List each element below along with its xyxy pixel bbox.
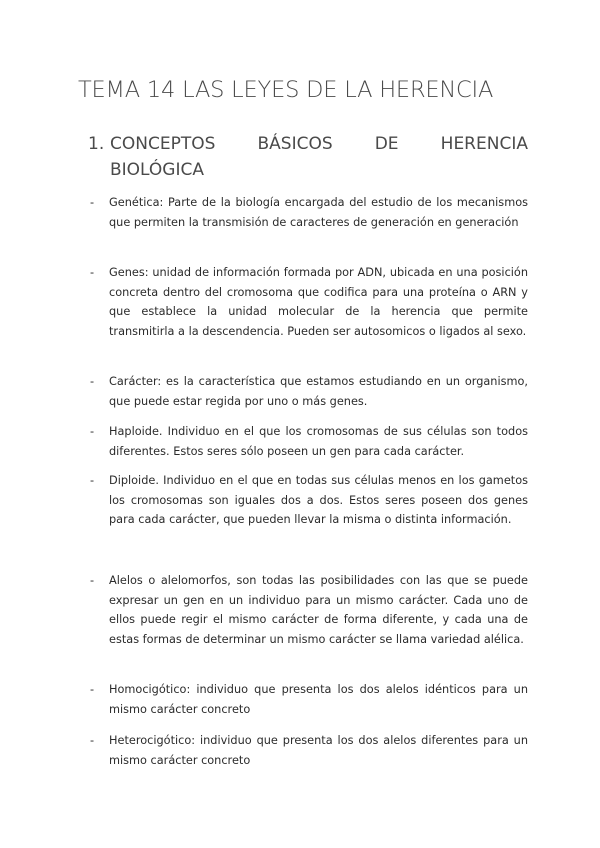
definition-text: Haploide. Individuo en el que los cromosomas de sus células son todos diferentes. Estos seres sólo poseen un gen para cada carácter.: [109, 425, 528, 458]
section-heading-word: CONCEPTOS: [110, 134, 216, 154]
section-heading-line2: BIOLÓGICA: [110, 160, 204, 180]
bullet-marker: -: [90, 196, 95, 209]
list-item: [88, 680, 528, 719]
definition-text: Homocigótico: individuo que presenta los dos alelos idénticos para un mismo carácter concreto: [109, 683, 528, 716]
list-item: [88, 571, 528, 649]
definition-text: Genes: unidad de información formada por ADN, ubicada en una posición concreta dentro del cromosoma que codifica para una proteína o ARN y que establece la unidad molecular de la herencia que permite transmitirla a la descendencia. Pueden ser autosomicos o ligados al sexo.: [109, 266, 528, 338]
bullet-marker: -: [90, 425, 95, 438]
section-heading-word: BÁSICOS: [257, 134, 333, 154]
bullet-marker: -: [90, 474, 95, 487]
page-title: TEMA 14 LAS LEYES DE LA HERENCIA: [78, 77, 494, 103]
section-heading-word: HERENCIA: [440, 134, 528, 154]
definition-text: Alelos o alelomorfos, son todas las posibilidades con las que se puede expresar un gen en un individuo para un mismo carácter. Cada uno de ellos puede regir el mismo carácter de forma diferente, y cada una de estas formas de determinar un mismo carácter se llama variedad alélica.: [109, 574, 528, 646]
list-item: [88, 422, 528, 461]
list-item: [88, 372, 528, 411]
bullet-marker: -: [90, 266, 95, 279]
section-number: 1.: [88, 134, 105, 154]
definition-text: Heterocigótico: individuo que presenta los dos alelos diferentes para un mismo carácter concreto: [109, 734, 528, 767]
definition-text: Diploide. Individuo en el que en todas sus células menos en los gametos los cromosomas son iguales dos a dos. Estos seres poseen dos genes para cada carácter, que pueden llevar la misma o distinta información.: [109, 474, 528, 527]
definition-text: Carácter: es la característica que estamos estudiando en un organismo, que puede estar regida por uno o más genes.: [109, 375, 528, 408]
list-item: [88, 731, 528, 770]
section-heading: [88, 131, 528, 183]
bullet-marker: -: [90, 375, 95, 388]
list-item: [88, 263, 528, 341]
section-heading-line1: [110, 131, 528, 157]
bullet-marker: -: [90, 574, 95, 587]
section-heading-word: DE: [374, 134, 399, 154]
list-item: [88, 193, 528, 232]
definition-text: Genética: Parte de la biología encargada del estudio de los mecanismos que permiten la transmisión de caracteres de generación en generación: [109, 196, 528, 229]
bullet-marker: -: [90, 683, 95, 696]
list-item: [88, 471, 528, 530]
bullet-marker: -: [90, 734, 95, 747]
